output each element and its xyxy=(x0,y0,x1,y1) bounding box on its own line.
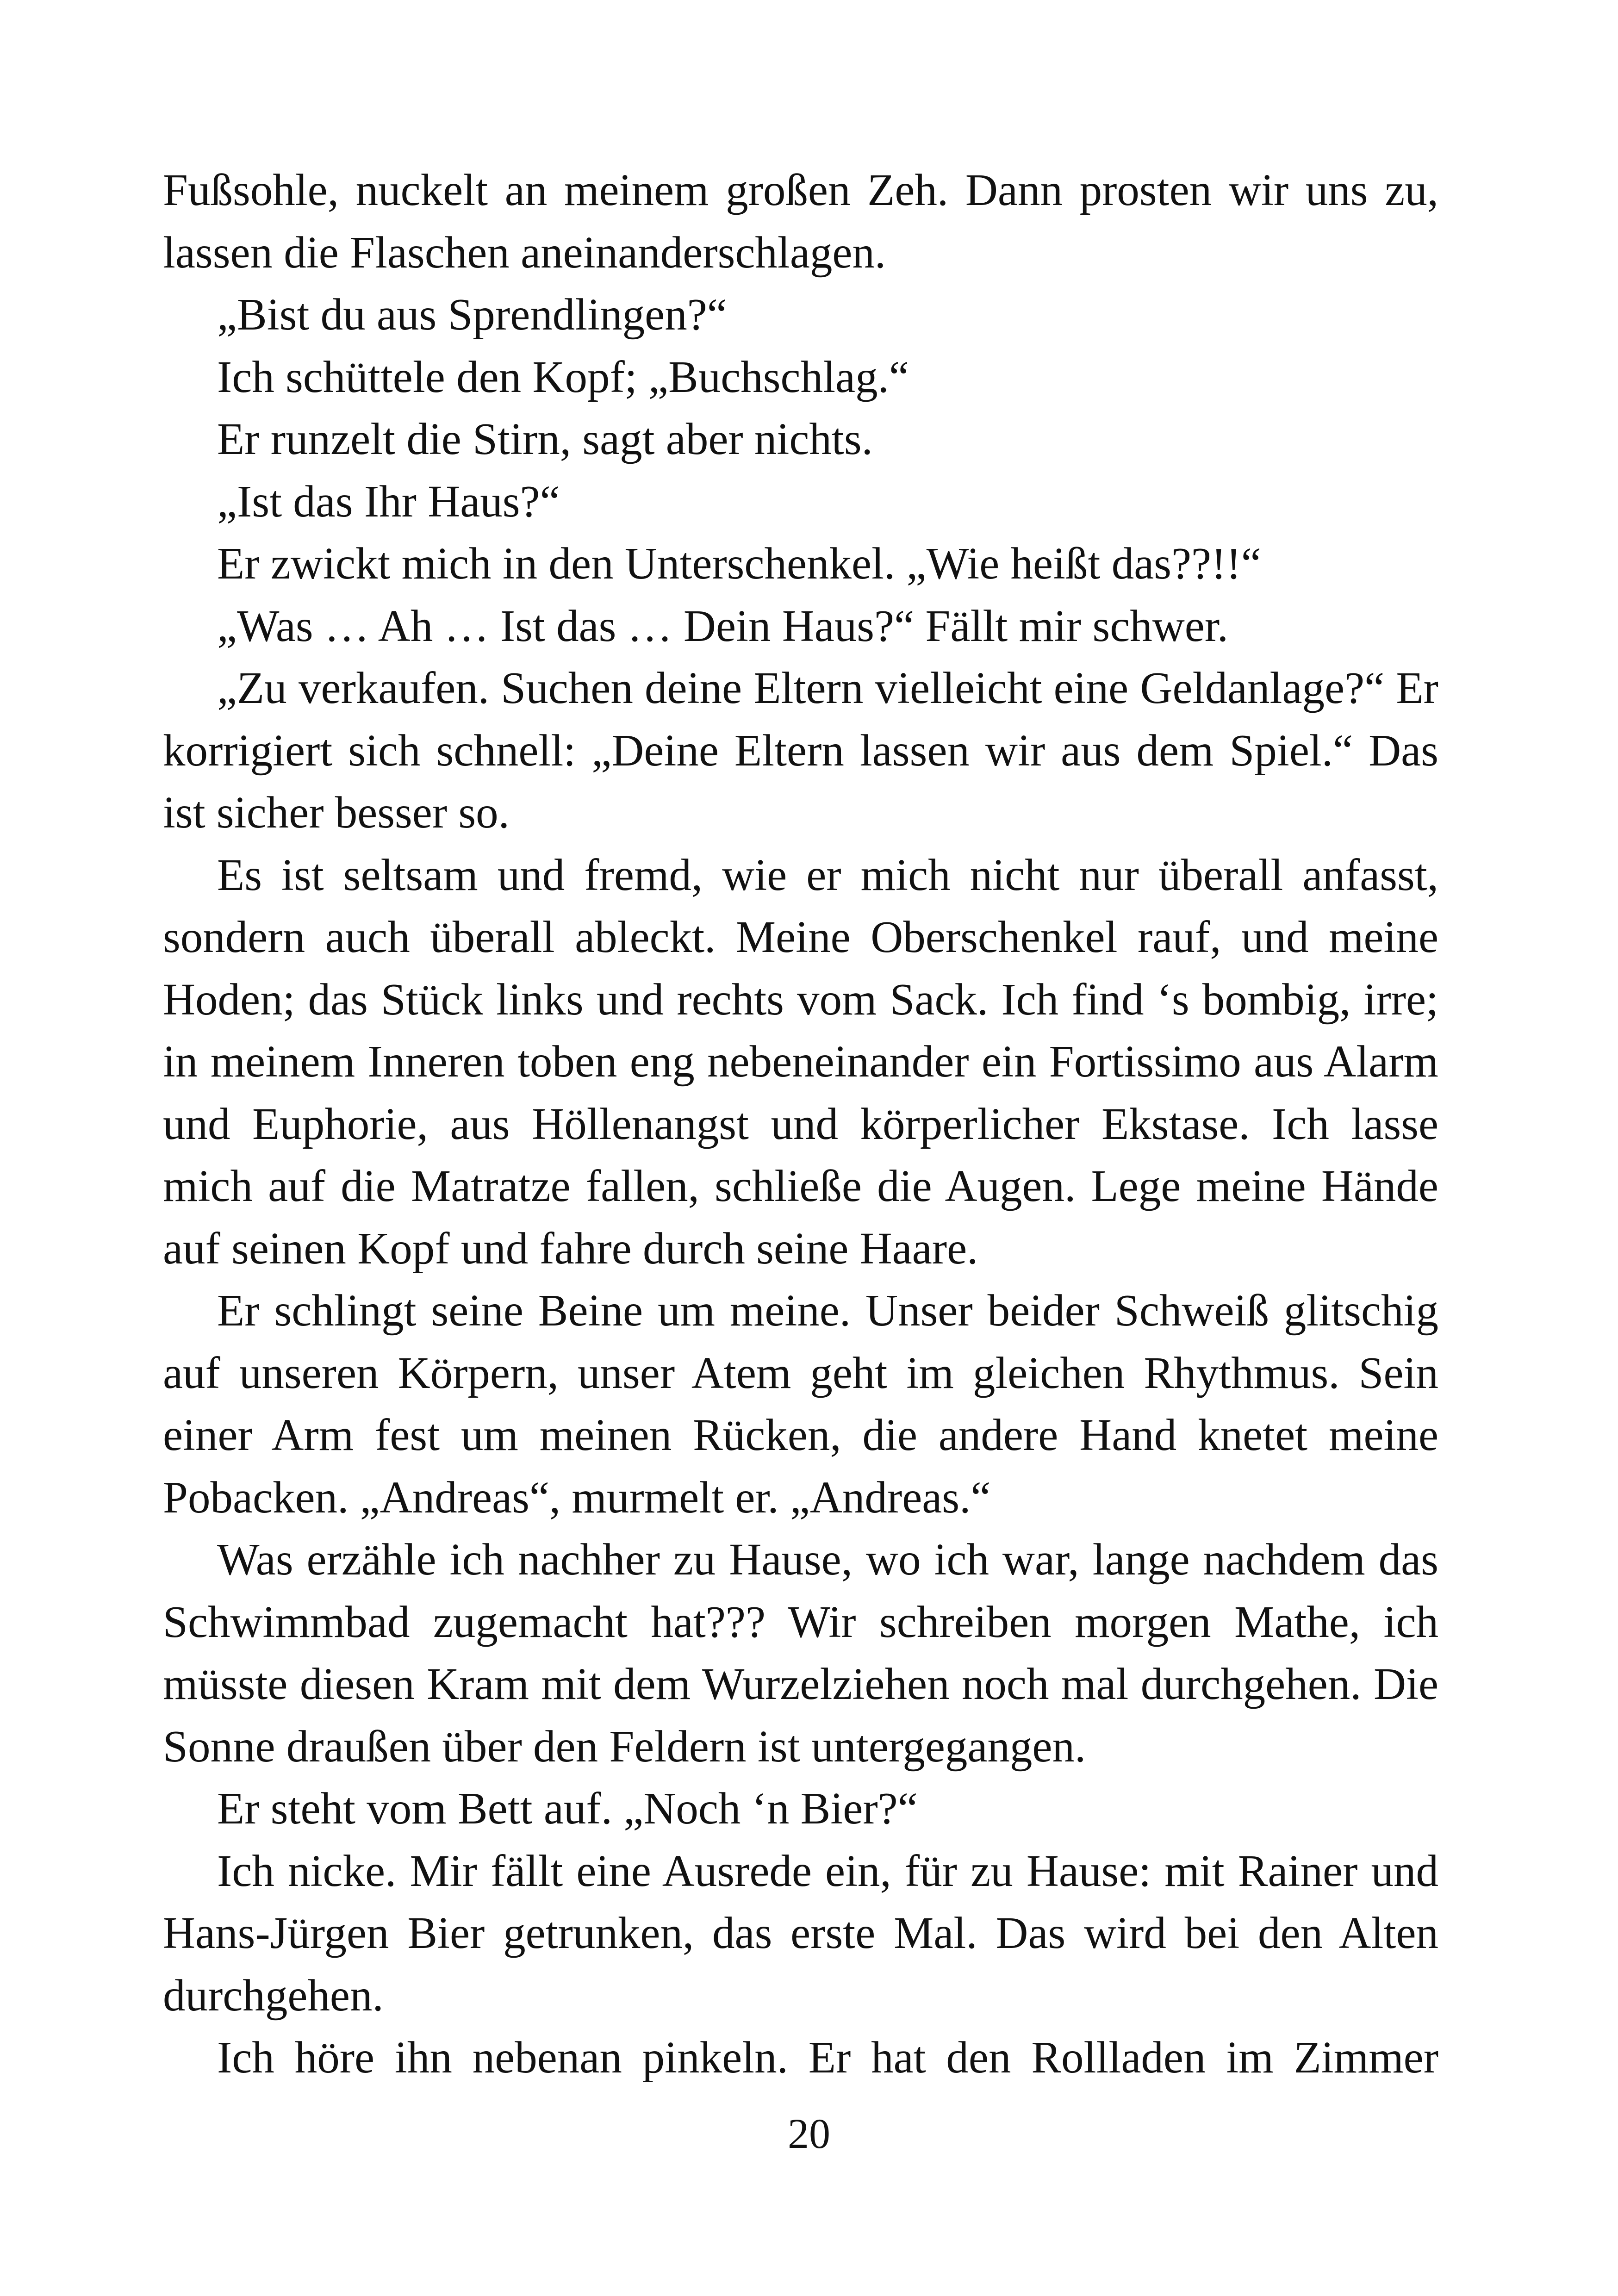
paragraph-12: Er steht vom Bett auf. „Noch ‘n Bier?“ xyxy=(217,1784,918,1833)
paragraph-6: Er zwickt mich in den Unterschenkel. „Wie heißt das??!!“ xyxy=(217,539,1261,588)
paragraph-2: „Bist du aus Sprendlingen?“ xyxy=(217,290,727,339)
paragraph-9: Es ist seltsam und fremd, wie er mich nicht nur überall anfasst, sondern auch überall ableckt. Meine Oberschenkel rauf, und meine Hoden; das Stück links und rechts vom Sack. Ich find ‘s bombig, irre; in meinem Inneren toben eng nebeneinander ein Fortissimo aus Alarm und Euphorie, aus Höllenangst und körperlicher Ekstase. Ich lasse mich auf die Matratze fallen, schließe die Augen. Lege meine Hände auf seinen Kopf und fahre durch seine Haare. xyxy=(163,850,1438,1273)
paragraph-10: Er schlingt seine Beine um meine. Unser beider Schweiß glitschig auf unseren Körpern, unser Atem geht im gleichen Rhythmus. Sein einer Arm fest um meinen Rücken, die andere Hand knetet meine Pobacken. „Andreas“, murmelt er. „Andreas.“ xyxy=(163,1286,1438,1522)
paragraph-7: „Was … Ah … Ist das … Dein Haus?“ Fällt mir schwer. xyxy=(217,601,1229,651)
body-text xyxy=(163,159,1438,2089)
page-number: 20 xyxy=(788,2110,830,2157)
paragraph-11: Was erzähle ich nachher zu Hause, wo ich war, lange nachdem das Schwimmbad zugemacht hat??? Wir schreiben morgen Mathe, ich müsste diesen Kram mit dem Wurzelziehen noch mal durchgehen. Die Sonne draußen über den Feldern ist untergegangen. xyxy=(163,1535,1438,1771)
paragraph-3: Ich schüttele den Kopf; „Buchschlag.“ xyxy=(217,352,909,402)
paragraph-13: Ich nicke. Mir fällt eine Ausrede ein, für zu Hause: mit Rainer und Hans-Jürgen Bier getrunken, das erste Mal. Das wird bei den Alten durchgehen. xyxy=(163,1846,1438,2020)
paragraph-8: „Zu verkaufen. Suchen deine Eltern vielleicht eine Geldanlage?“ Er korrigiert sich schnell: „Deine Eltern lassen wir aus dem Spiel.“ Das ist sicher besser so. xyxy=(163,663,1438,837)
paragraph-1: Fußsohle, nuckelt an meinem großen Zeh. Dann prosten wir uns zu, lassen die Flaschen aneinanderschlagen. xyxy=(163,165,1438,277)
paragraph-5: „Ist das Ihr Haus?“ xyxy=(217,476,560,526)
paragraph-4: Er runzelt die Stirn, sagt aber nichts. xyxy=(217,414,873,464)
paragraph-14: Ich höre ihn nebenan pinkeln. Er hat den Rollladen im Zimmer xyxy=(217,2033,1438,2082)
